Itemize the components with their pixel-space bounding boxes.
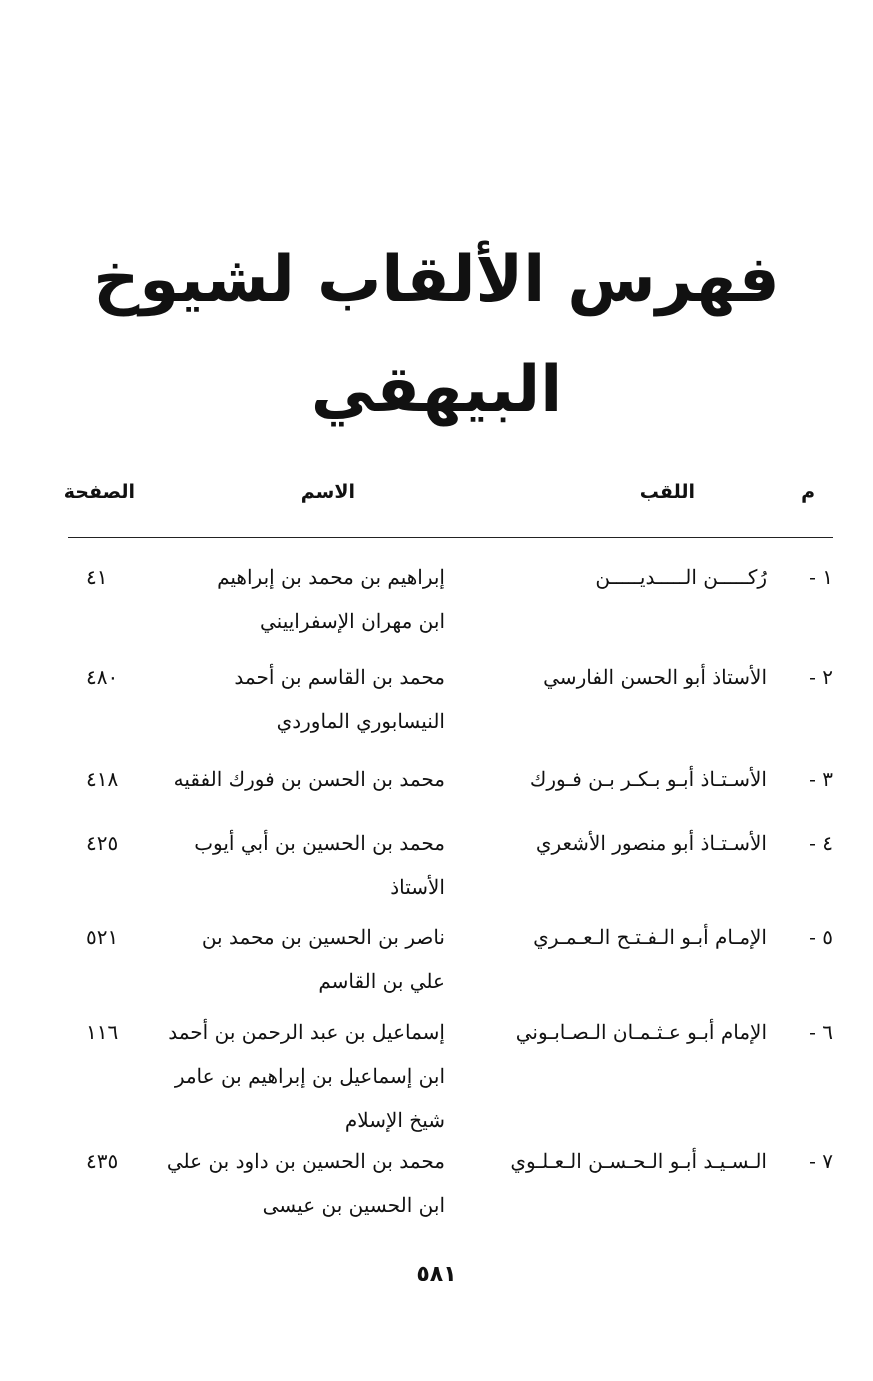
row-number: ٤ -: [809, 831, 833, 855]
header-number: م: [801, 481, 815, 503]
row-title: الأسـتـاذ أبو منصور الأشعري: [535, 831, 767, 855]
row-page: [86, 915, 156, 959]
row-page-value: ٤٢٥: [86, 831, 119, 855]
row-page-value: ٥٢١: [86, 925, 119, 949]
table-header: [0, 475, 873, 515]
row-number: ١ -: [809, 565, 833, 589]
row-name-line: النيسابوري الماوردي: [276, 709, 445, 733]
row-title: الأسـتـاذ أبـو بـكـر بـن فـورك: [529, 767, 767, 791]
row-page: [86, 821, 156, 865]
row-page-value: ٤٣٥: [86, 1149, 119, 1173]
row-name: [145, 915, 445, 1003]
header-name: الاسم: [300, 481, 355, 503]
row-page-value: ١١٦: [86, 1020, 119, 1044]
row-page-value: ٤٨٠: [86, 665, 119, 689]
row-name: [145, 757, 445, 801]
row-number: ٥ -: [809, 925, 833, 949]
row-name: [145, 655, 445, 743]
row-page: [86, 555, 156, 599]
row-name-line: ناصر بن الحسين بن محمد بن: [201, 925, 445, 949]
row-title: الإمـام أبـو الـفـتـح الـعـمـري: [533, 925, 767, 949]
row-name-line: إبراهيم بن محمد بن إبراهيم: [217, 565, 445, 589]
row-name-line: ابن مهران الإسفراييني: [259, 609, 445, 633]
row-name-line: محمد بن الحسين بن أبي أيوب: [194, 831, 445, 855]
row-title: الأستاذ أبو الحسن الفارسي: [543, 665, 767, 689]
row-name-line: محمد بن القاسم بن أحمد: [234, 665, 445, 689]
row-number: ٦ -: [809, 1020, 833, 1044]
row-page-value: ٤١: [86, 565, 108, 589]
header-page: الصفحة: [63, 481, 135, 503]
row-page: [86, 655, 156, 699]
row-name: [145, 1010, 445, 1142]
row-name-line: محمد بن الحسن بن فورك الفقيه: [173, 767, 445, 791]
row-title: الـسـيـد أبـو الـحـسـن الـعـلـوي: [510, 1149, 767, 1173]
row-page-value: ٤١٨: [86, 767, 119, 791]
row-name-line: ابن الحسين بن عيسى: [262, 1193, 445, 1217]
row-number: ٣ -: [809, 767, 833, 791]
row-name-line: علي بن القاسم: [318, 969, 445, 993]
row-name: [145, 1139, 445, 1227]
row-page: [86, 1010, 156, 1054]
header-divider: [68, 537, 833, 538]
row-name-line: محمد بن الحسين بن داود بن علي: [166, 1149, 445, 1173]
row-title: رُكـــــن الـــــديـــــن: [595, 565, 767, 589]
page-title: فهرس الألقاب لشيوخ البيهقي: [93, 243, 780, 427]
row-name: [145, 821, 445, 909]
row-page: [86, 1139, 156, 1183]
row-name: [145, 555, 445, 643]
row-name-line: ابن إسماعيل بن إبراهيم بن عامر: [174, 1064, 445, 1088]
row-name-line: إسماعيل بن عبد الرحمن بن أحمد: [168, 1020, 445, 1044]
footer-page-number: ٥٨١: [416, 1262, 457, 1287]
header-title: اللقب: [639, 481, 695, 503]
row-number: ٢ -: [809, 665, 833, 689]
row-name-line: الأستاذ: [390, 875, 445, 899]
row-title: الإمام أبـو عـثـمـان الـصـابـوني: [515, 1020, 767, 1044]
row-number: ٧ -: [809, 1149, 833, 1173]
row-name-line: شيخ الإسلام: [344, 1108, 445, 1132]
row-page: [86, 757, 156, 801]
